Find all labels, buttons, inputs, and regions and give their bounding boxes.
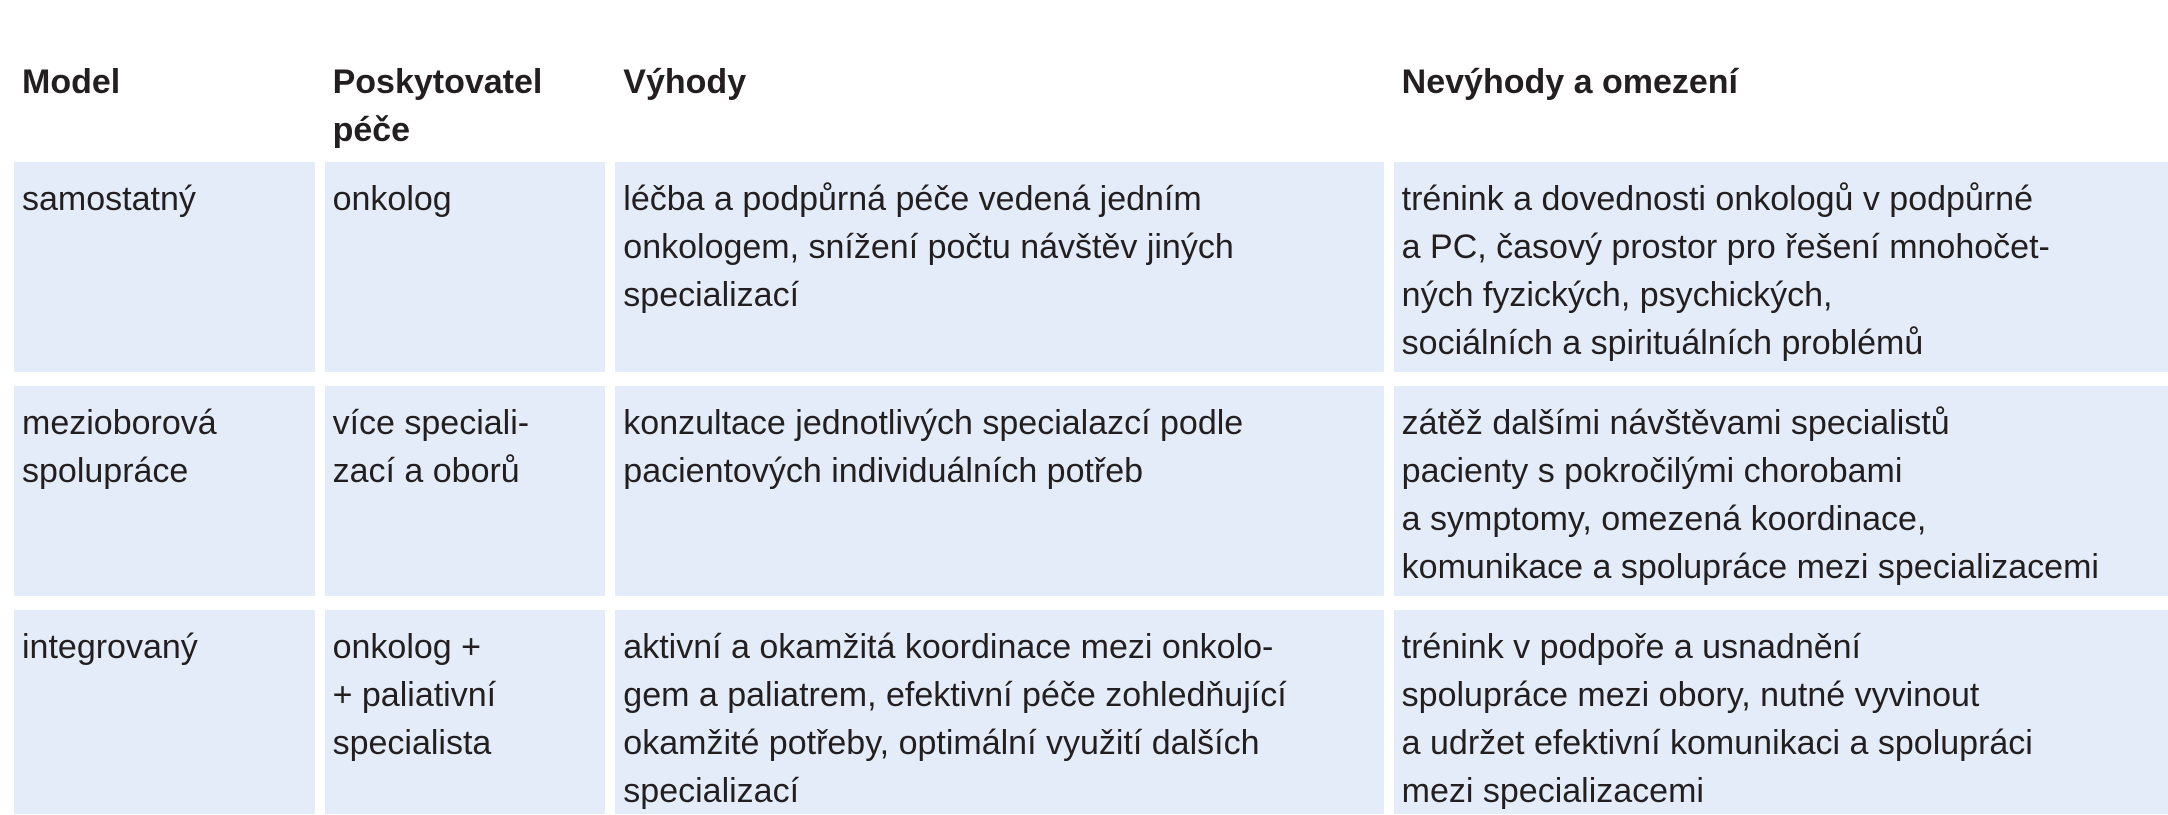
- cell-disadvantages: zátěž dalšími návštěvami specialistů pacienty s pokročilými chorobami a symptomy, omezená koordinace, komunikace a spolupráce mezi specializacemi: [1394, 386, 2168, 596]
- care-models-table: [14, 58, 2168, 814]
- header-disadvantages: Nevýhody a omezení: [1401, 63, 1738, 101]
- table-row: [14, 162, 2168, 372]
- cell-model: samostatný: [14, 162, 315, 372]
- cell-advantages: léčba a podpůrná péče vedená jedním onkologem, snížení počtu návštěv jiných specializací: [615, 162, 1383, 372]
- cell-provider: více speciali- zací a oborů: [325, 386, 606, 596]
- cell-advantages: aktivní a okamžitá koordinace mezi onkolo- gem a paliatrem, efektivní péče zohledňující okamžité potřeby, optimální využití dalších specializací: [615, 610, 1383, 814]
- cell-provider: onkolog: [325, 162, 606, 372]
- cell-model: mezioborová spolupráce: [14, 386, 315, 596]
- cell-advantages: konzultace jednotlivých specialazcí podle pacientových individuálních potřeb: [615, 386, 1383, 596]
- table-row: [14, 610, 2168, 814]
- header-provider: Poskytovatel péče: [332, 63, 543, 149]
- table-header-row: [14, 58, 2168, 162]
- cell-model: integrovaný: [14, 610, 315, 814]
- header-advantages: Výhody: [623, 63, 747, 101]
- cell-provider: onkolog + + paliativní specialista: [325, 610, 606, 814]
- cell-disadvantages: trénink v podpoře a usnadnění spolupráce mezi obory, nutné vyvinout a udržet efektivní komunikaci a spolupráci mezi specializacemi: [1394, 610, 2168, 814]
- cell-disadvantages: trénink a dovednosti onkologů v podpůrné a PC, časový prostor pro řešení mnohočet- ných fyzických, psychických, sociálních a spirituálních problémů: [1394, 162, 2168, 372]
- table-row: [14, 386, 2168, 596]
- header-model: Model: [22, 63, 121, 101]
